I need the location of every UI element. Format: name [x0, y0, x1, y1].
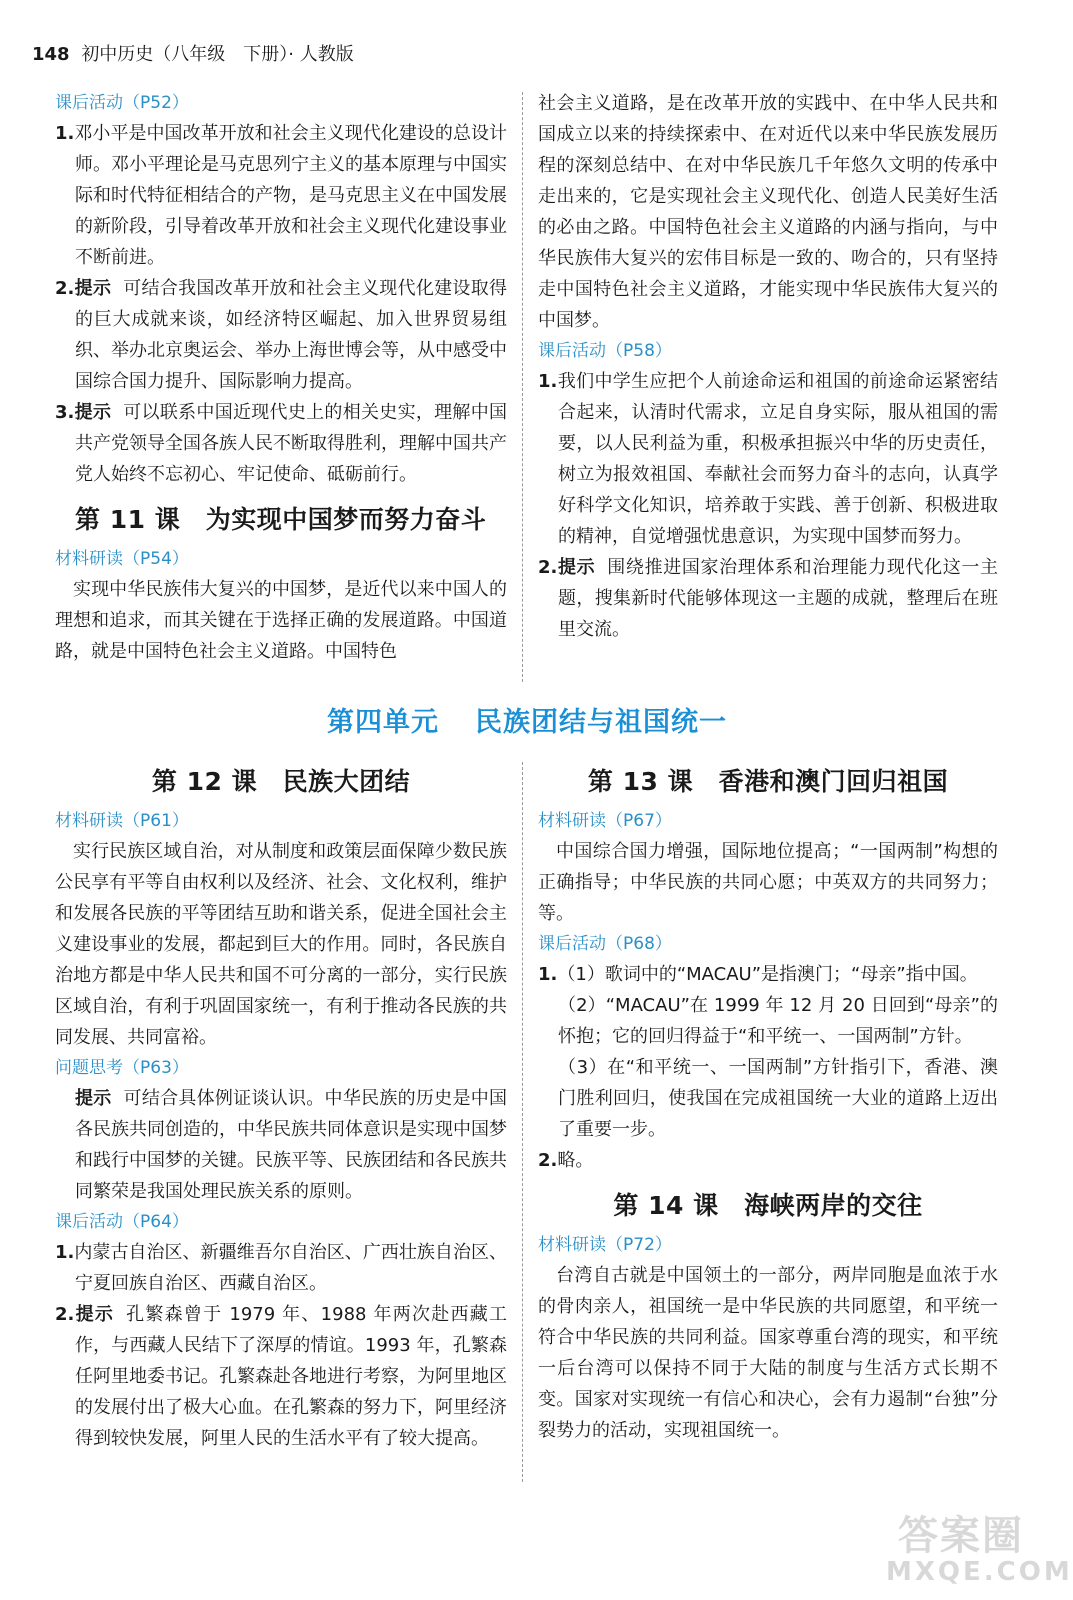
section-label-material-p67: 材料研读（P67） — [538, 811, 672, 831]
item-text: 可结合具体例证谈认识。中华民族的历史是中国各民族共同创造的，中华民族共同体意识是实现中国梦和践行中国梦的关键。民族平等、民族团结和各民族共同繁荣是我国处理民族关系的原则。 — [75, 1088, 507, 1202]
section-label-material-p61: 材料研读（P61） — [55, 811, 189, 831]
unit-title — [0, 700, 1054, 739]
tip-label: 提示 — [74, 278, 112, 299]
continuation-text: 社会主义道路，是在改革开放的实践中、在中华人民共和国成立以来的持续探索中、在对近代以来中华民族发展历程的深刻总结中、在对中华民族几千年悠久文明的传承中走出来的，它是实现社会主义现代化、创造人民美好生活的必由之路。中国特色社会主义道路的内涵与指向，与中华民族伟大复兴的宏伟目标是一致的、吻合的，只有坚持走中国特色社会主义道路，才能实现中华民族伟大复兴的中国梦。 — [538, 93, 998, 331]
page-header — [32, 40, 354, 66]
left-column-top — [55, 88, 507, 667]
item-text: （1）歌词中的“MACAU”是指澳门；“母亲”指中国。 — [557, 964, 978, 985]
material-text: 台湾自古就是中国领土的一部分，两岸同胞是血浓于水的骨肉亲人，祖国统一是中华民族的共同愿望，和平统一符合中华民族的共同利益。国家尊重台湾的现实，和平统一后台湾可以保持不同于大陆的制度与生活方式长期不变。国家对实现统一有信心和决心，会有力遏制“台独”分裂势力的活动，实现祖国统一。 — [538, 1265, 998, 1441]
list-item — [538, 1145, 998, 1176]
list-item — [55, 273, 507, 397]
right-column-top — [538, 88, 998, 645]
material-text: 中国综合国力增强，国际地位提高；“一国两制”构想的正确指导；中华民族的共同心愿；中英双方的共同努力；等。 — [538, 841, 998, 924]
material-text: 实现中华民族伟大复兴的中国梦，是近代以来中国人的理想和追求，而其关键在于选择正确的发展道路。中国道路，就是中国特色社会主义道路。中国特色 — [55, 579, 507, 662]
watermark-logo — [886, 1513, 1073, 1587]
watermark-url: MXQE.COM — [886, 1557, 1073, 1587]
column-divider-bottom — [522, 762, 523, 1482]
item-number: 2. — [55, 278, 75, 299]
tip-label: 提示 — [74, 402, 112, 423]
list-item — [538, 990, 998, 1052]
question-text — [55, 1083, 507, 1207]
watermark-text: 答案圈 — [898, 1513, 1024, 1559]
item-number: 1. — [538, 371, 558, 392]
section-label-activity-p68: 课后活动（P68） — [538, 934, 672, 954]
list-item — [55, 1237, 507, 1299]
lesson-14-title: 第 14 课 海峡两岸的交往 — [613, 1191, 923, 1220]
list-item — [538, 366, 998, 552]
item-text: 围绕推进国家治理体系和治理能力现代化这一主题，搜集新时代能够体现这一主题的成就，整理后在班里交流。 — [558, 557, 999, 640]
left-column-bottom — [55, 752, 507, 1454]
item-text: 略。 — [557, 1150, 594, 1171]
column-divider-top — [522, 92, 523, 682]
lesson-13-title: 第 13 课 香港和澳门回归祖国 — [587, 767, 949, 796]
unit-number: 第四单元 — [327, 707, 439, 738]
item-number: 3. — [55, 402, 75, 423]
item-number: 1. — [538, 964, 558, 985]
section-label-material-p54: 材料研读（P54） — [55, 549, 189, 569]
tip-label: 提示 — [75, 1088, 112, 1109]
item-number: 2. — [538, 1150, 558, 1171]
list-item — [55, 397, 507, 490]
item-number: 2. — [538, 557, 558, 578]
item-number: 1. — [55, 1242, 75, 1263]
lesson-11-title: 第 11 课 为实现中国梦而努力奋斗 — [75, 505, 487, 534]
item-text: （2）“MACAU”在 1999 年 12 月 20 日回到“母亲”的怀抱；它的回归得益于“和平统一、一国两制”方针。 — [558, 995, 998, 1047]
list-item — [538, 1052, 998, 1145]
section-label-question-p63: 问题思考（P63） — [55, 1058, 189, 1078]
item-text: （3）在“和平统一、一国两制”方针指引下，香港、澳门胜利回归，使我国在完成祖国统一大业的道路上迈出了重要一步。 — [558, 1057, 998, 1140]
item-text: 我们中学生应把个人前途命运和祖国的前途命运紧密结合起来，认清时代需求，立足自身实际，服从祖国的需要，以人民利益为重，积极承担振兴中华的历史责任，树立为报效祖国、奉献社会而努力奋斗的志向，认真学好科学文化知识，培养敢于实践、善于创新、积极进取的精神，自觉增强忧患意识，为实现中国梦而努力。 — [557, 371, 998, 547]
material-text: 实行民族区域自治，对从制度和政策层面保障少数民族公民享有平等自由权利以及经济、社会、文化权利，维护和发展各民族的平等团结互助和谐关系，促进全国社会主义建设事业的发展，都起到巨大的作用。同时，各民族自治地方都是中华人民共和国不可分离的一部分，实行民族区域自治，有利于巩固国家统一，有利于推动各民族的共同发展、共同富裕。 — [55, 841, 507, 1048]
item-text: 可结合我国改革开放和社会主义现代化建设取得的巨大成就来谈，如经济特区崛起、加入世界贸易组织、举办北京奥运会、举办上海世博会等，从中感受中国综合国力提升、国际影响力提高。 — [75, 278, 508, 392]
item-number: 2. — [55, 1304, 75, 1325]
list-item — [538, 959, 998, 990]
item-text: 邓小平是中国改革开放和社会主义现代化建设的总设计师。邓小平理论是马克思列宁主义的基本原理与中国实际和时代特征相结合的产物，是马克思主义在中国发展的新阶段，引导着改革开放和社会主义现代化建设事业不断前进。 — [74, 123, 507, 268]
right-column-bottom — [538, 752, 998, 1446]
item-text: 内蒙古自治区、新疆维吾尔自治区、广西壮族自治区、宁夏回族自治区、西藏自治区。 — [74, 1242, 507, 1294]
item-text: 可以联系中国近现代史上的相关史实，理解中国共产党领导全国各族人民不断取得胜利，理解中国共产党人始终不忘初心、牢记使命、砥砺前行。 — [75, 402, 508, 485]
item-text: 孔繁森曾于 1979 年、1988 年两次赴西藏工作，与西藏人民结下了深厚的情谊。1993 年，孔繁森任阿里地委书记。孔繁森赴各地进行考察，为阿里地区的发展付出了极大心血。在孔繁森的努力下，阿里经济得到较快发展，阿里人民的生活水平有了较大提高。 — [75, 1304, 508, 1449]
page-number: 148 — [32, 44, 70, 65]
list-item — [55, 118, 507, 273]
book-title: 初中历史（八年级 下册）· 人教版 — [81, 44, 354, 65]
section-label-material-p72: 材料研读（P72） — [538, 1235, 672, 1255]
section-label-activity-p64: 课后活动（P64） — [55, 1212, 189, 1232]
lesson-12-title: 第 12 课 民族大团结 — [151, 767, 411, 796]
item-number: 1. — [55, 123, 75, 144]
unit-name: 民族团结与祖国统一 — [475, 707, 727, 738]
list-item — [55, 1299, 507, 1454]
list-item — [538, 552, 998, 645]
tip-label: 提示 — [74, 1304, 115, 1325]
tip-label: 提示 — [557, 557, 596, 578]
section-label-activity-p52: 课后活动（P52） — [55, 93, 189, 113]
section-label-activity-p58: 课后活动（P58） — [538, 341, 672, 361]
